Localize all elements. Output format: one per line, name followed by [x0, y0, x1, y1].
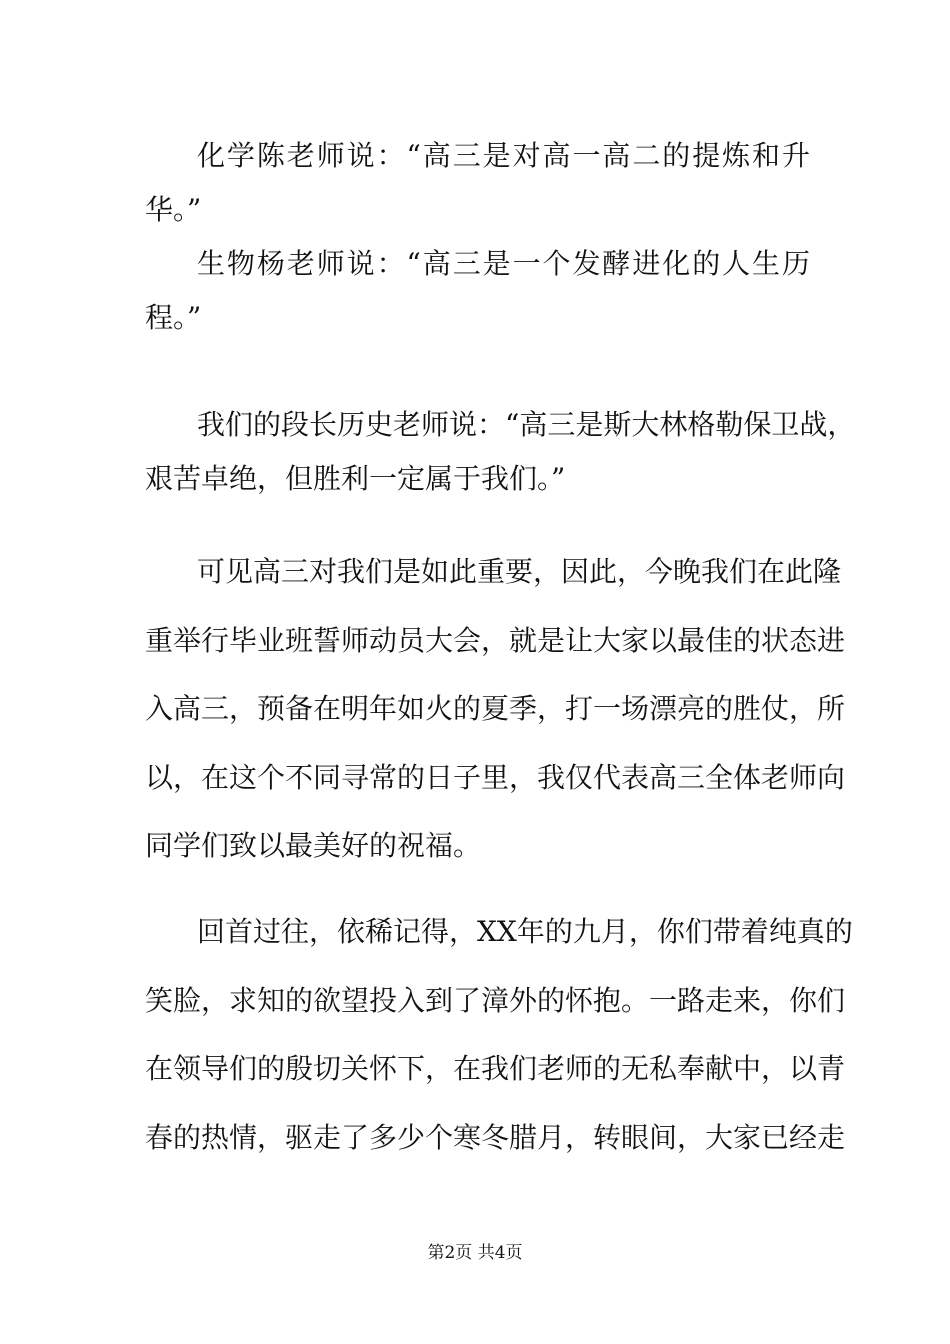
paragraph-line: 入高三，预备在明年如火的夏季，打一场漂亮的胜仗，所: [145, 692, 846, 725]
paragraph-line: 可见高三对我们是如此重要，因此，今晚我们在此隆: [197, 555, 842, 588]
paragraph-line: 华。”: [145, 193, 202, 226]
paragraph-line: 笑脸，求知的欲望投入到了漳外的怀抱。一路走来，你们: [145, 984, 846, 1017]
paragraph-line: 回首过往，依稀记得，XX年的九月，你们带着纯真的: [197, 915, 853, 948]
paragraph-line: 以，在这个不同寻常的日子里，我仅代表高三全体老师向: [145, 761, 846, 794]
paragraph-line: 程。”: [145, 301, 202, 334]
paragraph-line: 同学们致以最美好的祝福。: [145, 829, 482, 862]
paragraph-line: 春的热情，驱走了多少个寒冬腊月，转眼间，大家已经走: [145, 1121, 846, 1154]
paragraph-line: 化学陈老师说：“高三是对高一高二的提炼和升: [197, 139, 810, 172]
paragraph-line: 生物杨老师说：“高三是一个发酵进化的人生历: [197, 247, 810, 280]
paragraph-line: 重举行毕业班誓师动员大会，就是让大家以最佳的状态进: [145, 624, 846, 657]
paragraph-line: 艰苦卓绝，但胜利一定属于我们。”: [145, 462, 566, 495]
paragraph-line: 我们的段长历史老师说：“高三是斯大林格勒保卫战，: [197, 408, 856, 441]
page-number-footer: 第2页 共4页: [427, 1243, 523, 1263]
paragraph-line: 在领导们的殷切关怀下，在我们老师的无私奉献中，以青: [145, 1052, 846, 1085]
